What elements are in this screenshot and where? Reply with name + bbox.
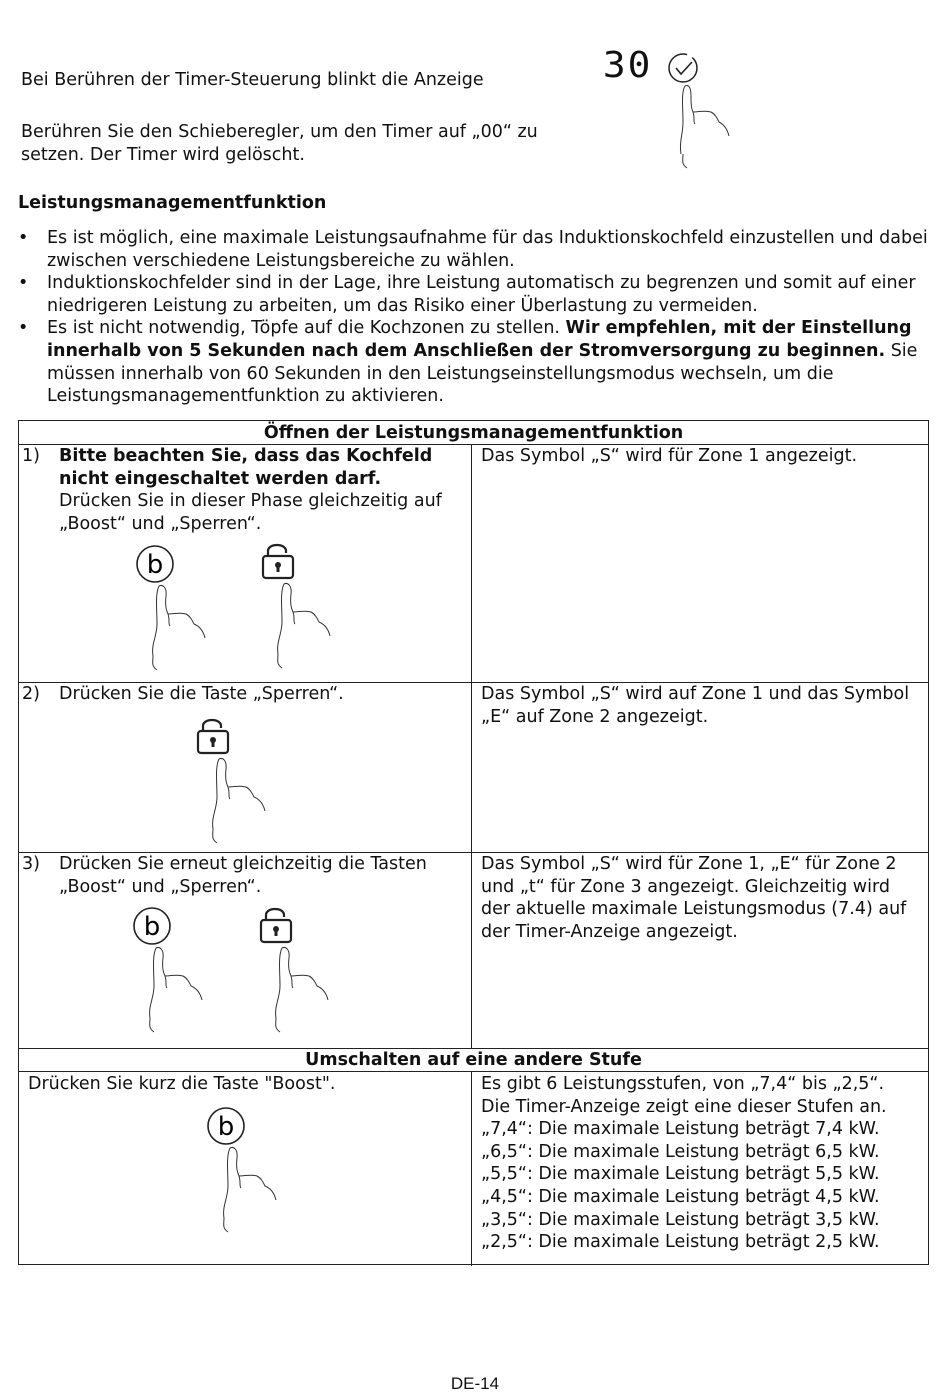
switch-result (481, 1073, 926, 1254)
switch-result-line: Die Timer-Anzeige zeigt eine dieser Stufen an. (481, 1096, 887, 1117)
switch-result-line: „3,5“: Die maximale Leistung beträgt 3,5 kW. (481, 1209, 880, 1230)
switch-result-line: „4,5“: Die maximale Leistung beträgt 4,5 kW. (481, 1186, 880, 1207)
bullet-text: Es ist nicht notwendig, Töpfe auf die Kochzonen zu stellen. (47, 318, 566, 339)
switch-result-line: „7,4“: Die maximale Leistung beträgt 7,4 kW. (481, 1119, 880, 1140)
feature-list (18, 227, 933, 408)
section-heading: Leistungsmanagementfunktion (18, 193, 327, 213)
bullet-text: Sie müssen innerhalb von 60 Sekunden in den Leistungseinstellungsmodus wechseln, um die Leistungsmanagementfunktion zu aktivieren. (47, 340, 918, 407)
lock-button-illustration (260, 540, 360, 687)
boost-icon (135, 544, 235, 684)
table-header-switch: Umschalten auf eine andere Stufe (305, 1050, 642, 1070)
finger-icon (276, 947, 328, 1032)
lock-icon (258, 904, 358, 1044)
boost-button-illustration (206, 1106, 306, 1253)
boost-icon (132, 906, 232, 1046)
finger-icon (213, 758, 265, 843)
step-number: 3) (22, 854, 40, 874)
lock-button-illustration (195, 715, 295, 862)
bullet-text: Es ist möglich, eine maximale Leistungsaufnahme für das Induktionskochfeld einzustellen und dabei zwischen verschiedene Leistungsbereiche zu wählen. (47, 228, 928, 271)
boost-letter: b (217, 1112, 235, 1142)
lock-icon (260, 540, 360, 680)
page-number: DE-14 (450, 1374, 500, 1393)
step-result: Das Symbol „S“ wird auf Zone 1 und das Symbol „E“ auf Zone 2 angezeigt. (481, 684, 910, 727)
timer-instruction: Bei Berühren der Timer-Steuerung blinkt die Anzeige (21, 70, 484, 90)
switch-result-line: „6,5“: Die maximale Leistung beträgt 6,5 kW. (481, 1141, 880, 1162)
step-number: 1) (22, 446, 40, 466)
finger-icon (150, 947, 202, 1032)
timer-display-value: 30 (602, 45, 653, 86)
switch-result-line: Es gibt 6 Leistungsstufen, von „7,4“ bis „2,5“. (481, 1074, 885, 1094)
lock-button-illustration (258, 904, 358, 1051)
switch-result-line: „2,5“: Die maximale Leistung beträgt 2,5 kW. (481, 1232, 880, 1253)
boost-button-illustration (132, 906, 232, 1053)
step-warning: Bitte beachten Sie, dass das Kochfeld nicht eingeschaltet werden darf. (59, 446, 433, 489)
list-item: • Induktionskochfelder sind in der Lage, ihre Leistung automatisch zu begrenzen und somit auf einer niedrigeren Leistung zu arbeiten, um das Risiko einer Überlastung zu vermeiden. (18, 273, 916, 316)
step-instruction: Drücken Sie die Taste „Sperren“. (59, 684, 344, 704)
list-item: • Es ist möglich, eine maximale Leistungsaufnahme für das Induktionskochfeld einzustellen und dabei zwischen verschiedene Leistungsbereiche zu wählen. (18, 228, 928, 271)
boost-icon (206, 1106, 306, 1246)
boost-letter: b (143, 912, 161, 942)
step-number: 2) (22, 684, 40, 704)
finger-icon (153, 585, 205, 670)
lock-icon (195, 715, 295, 855)
finger-icon (278, 583, 330, 668)
bullet-text: Induktionskochfelder sind in der Lage, ihre Leistung automatisch zu begrenzen und somit auf einer niedrigeren Leistung zu arbeiten, um das Risiko einer Überlastung zu vermeiden. (47, 273, 916, 316)
step-result: Das Symbol „S“ wird für Zone 1 angezeigt. (481, 446, 858, 466)
finger-icon (224, 1147, 276, 1232)
slider-instruction: Berühren Sie den Schieberegler, um den Timer auf „00“ zu setzen. Der Timer wird gelöscht. (21, 122, 538, 165)
boost-button-illustration (135, 544, 235, 691)
switch-instruction: Drücken Sie kurz die Taste "Boost". (28, 1074, 336, 1094)
finger-icon (675, 82, 765, 172)
list-item: • Es ist nicht notwendig, Töpfe auf die Kochzonen zu stellen. Wir empfehlen, mit der Einstellung innerhalb von 5 Sekunden nach dem Anschließen der Stromversorgung zu beginnen. Sie müssen innerhalb von 60 Sekunden in den Leistungseinstellungsmodus wechseln, um die Leistungsmanagementfunktion zu aktivieren. (18, 318, 918, 407)
step-instruction: Drücken Sie erneut gleichzeitig die Tasten „Boost“ und „Sperren“. (59, 854, 427, 897)
switch-result-line: „5,5“: Die maximale Leistung beträgt 5,5 kW. (481, 1164, 880, 1185)
table-header-open: Öffnen der Leistungsmanagementfunktion (263, 423, 684, 443)
step-result: Das Symbol „S“ wird für Zone 1, „E“ für Zone 2 und „t“ für Zone 3 angezeigt. Gleichzeitig wird der aktuelle maximale Leistungsmodus (7.4) auf der Timer-Anzeige angezeigt. (481, 854, 907, 942)
bullet-emphasis: Wir empfehlen, mit der Einstellung innerhalb von 5 Sekunden nach dem Anschließen der Stromversorgung zu beginnen. (47, 318, 912, 361)
boost-letter: b (146, 550, 164, 580)
step-instruction: Drücken Sie in dieser Phase gleichzeitig auf „Boost“ und „Sperren“. (59, 491, 442, 534)
